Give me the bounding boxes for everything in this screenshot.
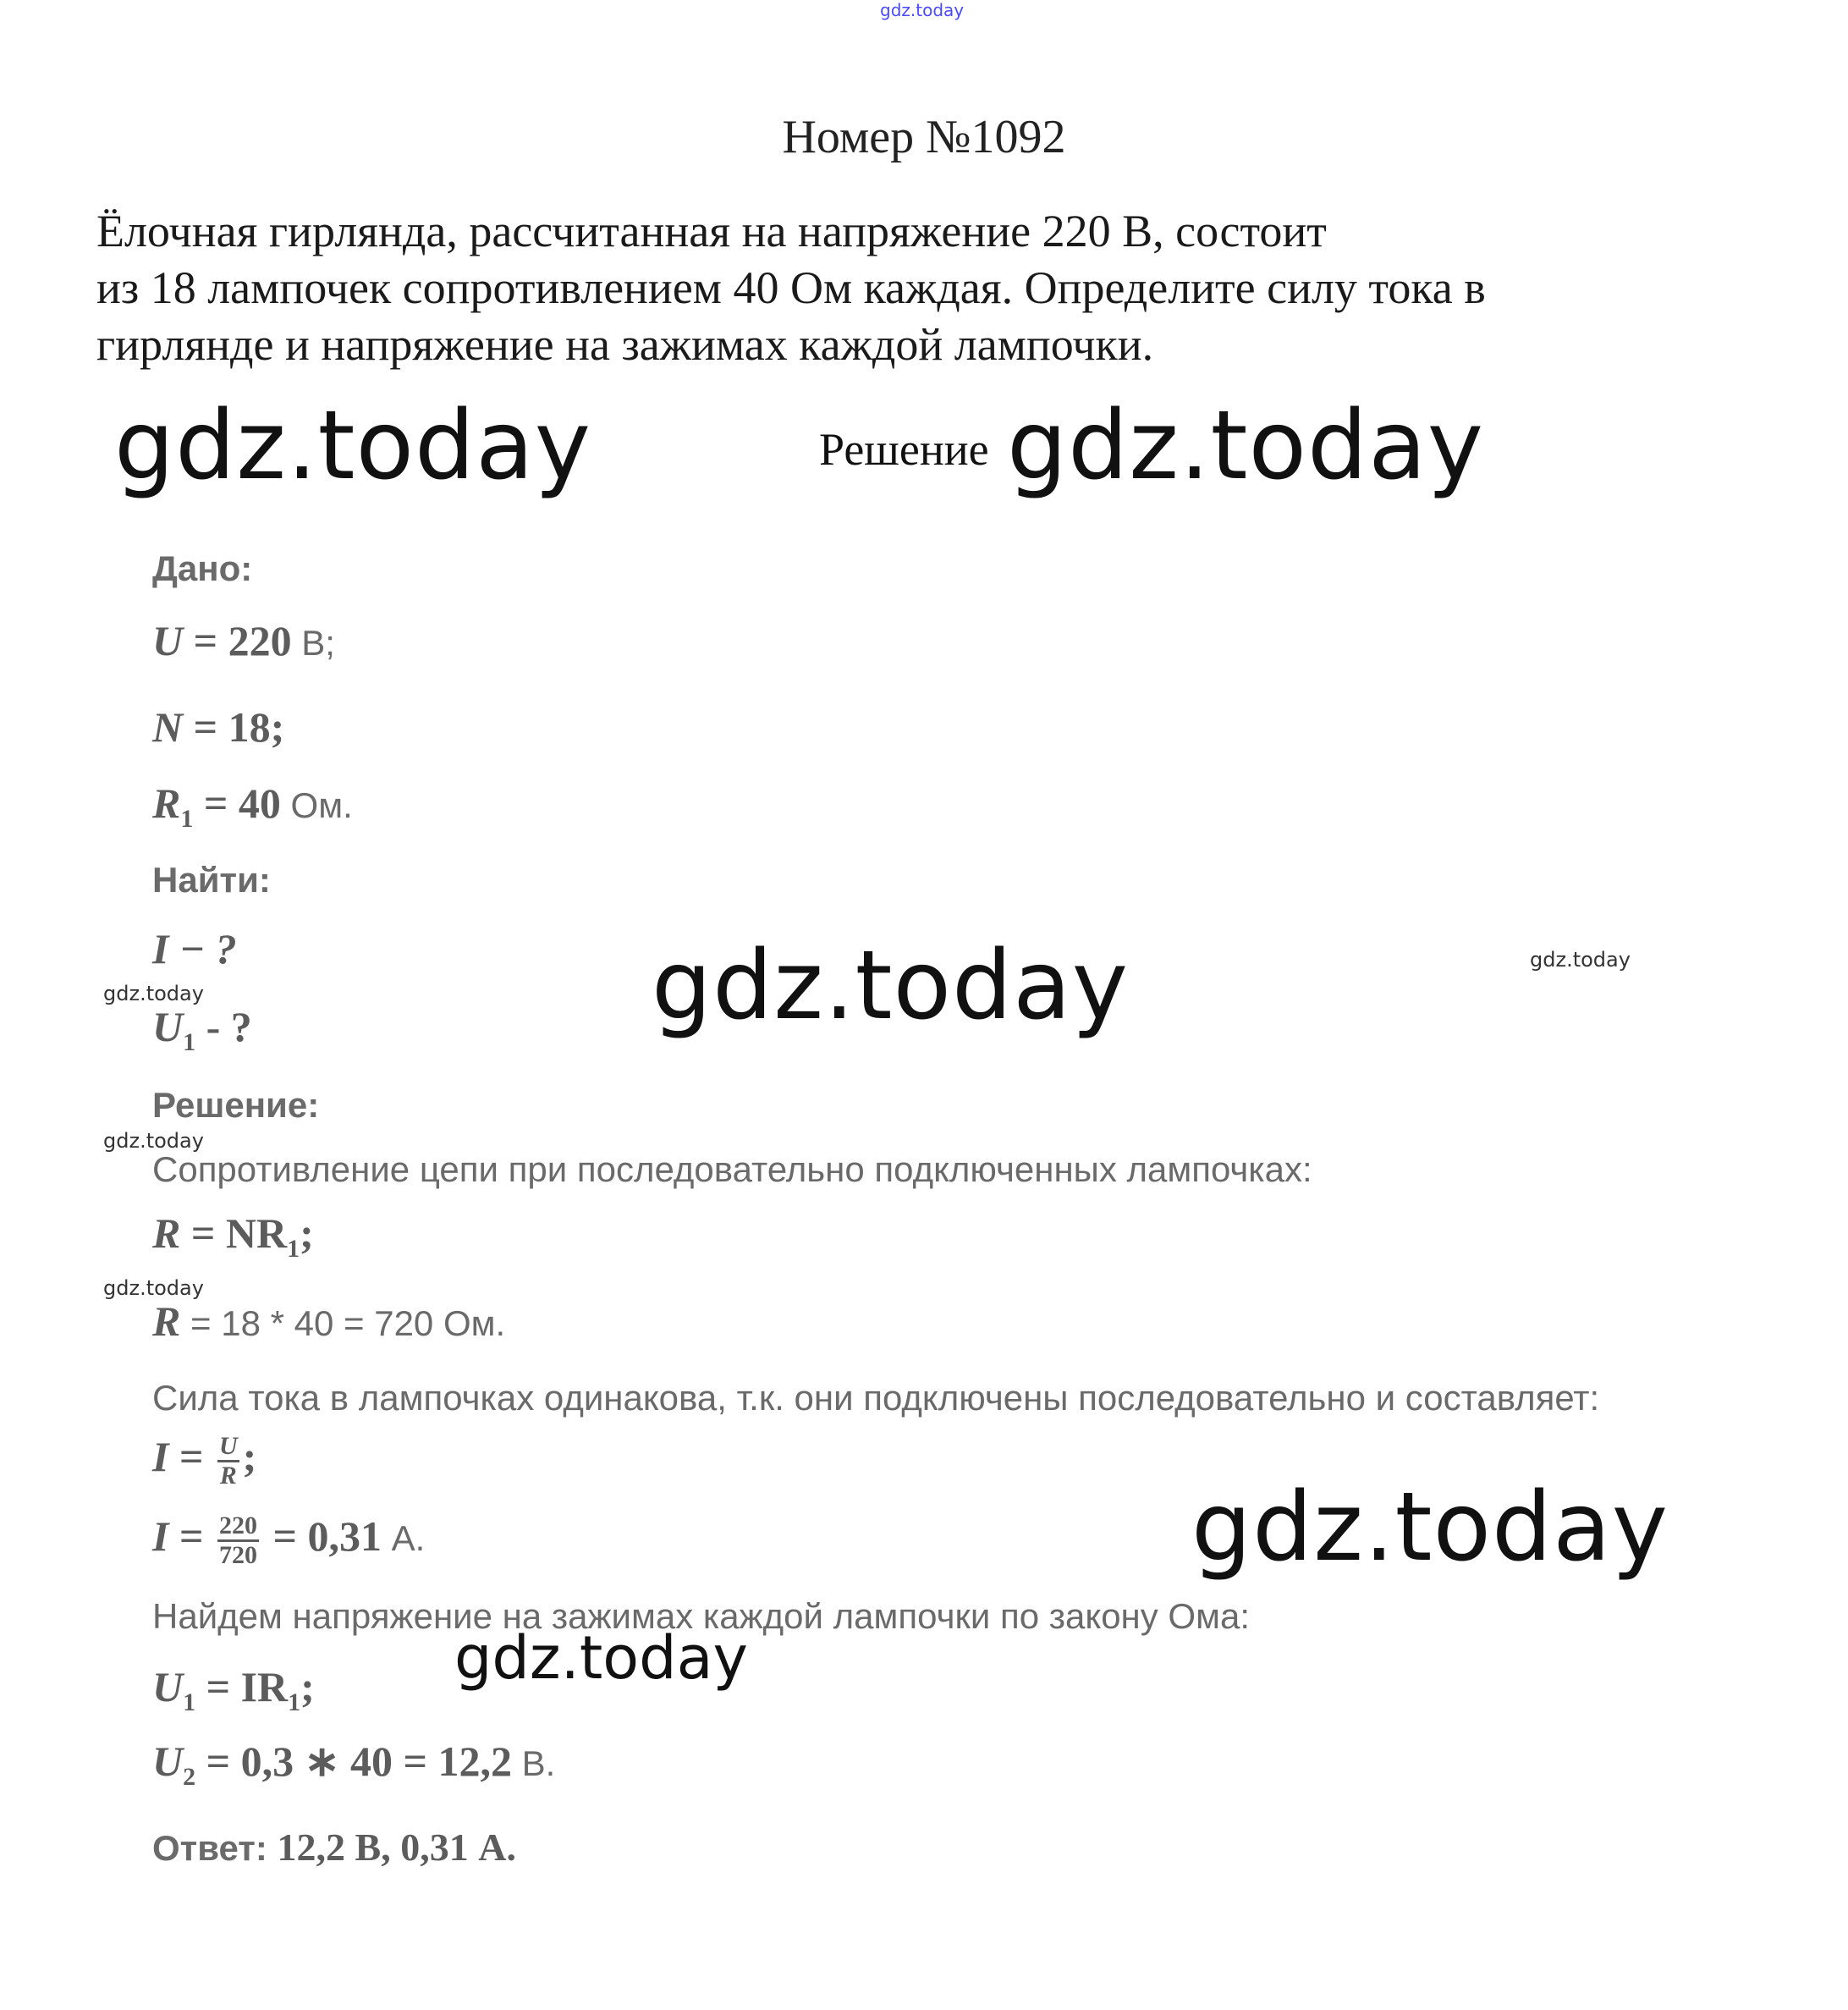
problem-line: гирлянде и напряжение на зажимах каждой лампочки. bbox=[96, 319, 1154, 370]
calc-voltage-unit: В. bbox=[521, 1743, 556, 1783]
solution-label: Решение: bbox=[152, 1085, 320, 1125]
answer-text: 12,2 В, 0,31 А. bbox=[277, 1826, 516, 1869]
top-watermark: gdz.today bbox=[880, 0, 965, 20]
watermark: gdz.today bbox=[454, 1623, 748, 1693]
watermark-small: gdz.today bbox=[1530, 948, 1631, 972]
find-current bbox=[152, 924, 237, 973]
watermark: gdz.today bbox=[114, 391, 592, 501]
formula-voltage: $U_1 = IR_1$; bbox=[152, 1663, 315, 1716]
calc-current-value: = 0,31 bbox=[272, 1512, 382, 1560]
problem-text bbox=[96, 203, 1704, 373]
find-current-text: I − ? bbox=[152, 925, 237, 972]
fraction-denominator: R bbox=[219, 1462, 237, 1490]
fraction-numerator: U bbox=[217, 1433, 239, 1462]
answer bbox=[152, 1825, 516, 1870]
given-resistance-value: = 40 bbox=[203, 779, 281, 827]
given-voltage-value: = 220 bbox=[193, 617, 292, 664]
formula-current: I = $\frac{U}{R}$ ; bbox=[152, 1432, 257, 1490]
calc-current-unit: А. bbox=[391, 1518, 426, 1558]
calc-resistance-text: = 18 * 40 = 720 Ом. bbox=[190, 1303, 506, 1343]
watermark-small: gdz.today bbox=[103, 1276, 204, 1300]
solution-heading: Решение bbox=[819, 424, 989, 475]
problem-line: Ёлочная гирлянда, рассчитанная на напряжение 220 В, состоит bbox=[96, 206, 1327, 256]
solution-text-2: Сила тока в лампочках одинакова, т.к. они подключены последовательно и составляет: bbox=[152, 1378, 1600, 1418]
given-voltage: U = 220 В; bbox=[152, 617, 335, 664]
solution-text-3: Найдем напряжение на зажимах каждой лампочки по закону Ома: bbox=[152, 1596, 1250, 1636]
find-voltage-text: - ? bbox=[206, 1003, 252, 1050]
formula-resistance: $R = NR_1$; bbox=[152, 1209, 314, 1263]
find-label: Найти: bbox=[152, 860, 271, 900]
given-resistance: $R_1 = 40$ Ом. bbox=[152, 779, 353, 833]
given-count: N = 18; bbox=[152, 703, 285, 751]
solution-text-1: Сопротивление цепи при последовательно подключенных лампочках: bbox=[152, 1149, 1312, 1189]
fraction bbox=[217, 1512, 259, 1569]
page-title: Номер №1092 bbox=[782, 111, 1066, 163]
watermark-small: gdz.today bbox=[103, 1129, 204, 1153]
watermark: gdz.today bbox=[652, 931, 1130, 1041]
given-resistance-unit: Ом. bbox=[290, 785, 353, 825]
formula-voltage-text: = IR bbox=[206, 1663, 289, 1710]
calc-resistance: R = 18 * 40 = 720 Ом. bbox=[152, 1297, 506, 1345]
fraction-numerator: 220 bbox=[217, 1512, 259, 1542]
find-voltage: $U_1$ - ? bbox=[152, 1003, 252, 1056]
fraction-denominator: 720 bbox=[218, 1541, 257, 1570]
given-count-value: = 18; bbox=[193, 703, 285, 751]
calc-voltage-value: = 0,3 ∗ 40 = 12,2 bbox=[206, 1737, 512, 1785]
calc-voltage: $U_2 = 0,3$ ∗ 40 = 12,2 В. bbox=[152, 1737, 556, 1791]
problem-line: из 18 лампочек сопротивлением 40 Ом каждая. Определите силу тока в bbox=[96, 262, 1486, 313]
calc-current: I = $\frac{220}{720}$ = 0,31 А. bbox=[152, 1512, 426, 1570]
watermark-small: gdz.today bbox=[103, 982, 204, 1005]
answer-label: Ответ: bbox=[152, 1828, 267, 1868]
fraction bbox=[217, 1433, 239, 1490]
formula-resistance-text: = NR bbox=[190, 1209, 288, 1257]
given-label: Дано: bbox=[152, 548, 253, 588]
watermark: gdz.today bbox=[1007, 391, 1485, 501]
watermark: gdz.today bbox=[1191, 1473, 1669, 1583]
given-voltage-unit: В; bbox=[301, 623, 335, 663]
